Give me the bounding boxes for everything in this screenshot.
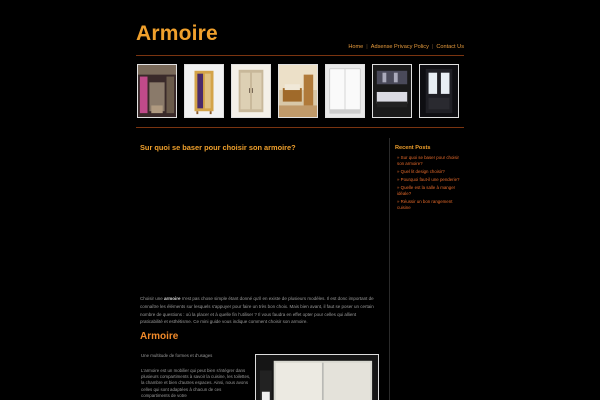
recent-post-link[interactable]: Quelle est la salle à manger idéale? [397, 185, 456, 196]
white-wardrobe-photo[interactable] [325, 64, 365, 118]
walk-in-closet-photo[interactable] [137, 64, 177, 118]
armoire-photo[interactable] [184, 64, 224, 118]
section-subtitle: Une multitude de formes et d'usages [141, 353, 213, 358]
wooden-wardrobe-photo[interactable] [231, 64, 271, 118]
image-gallery [137, 64, 459, 118]
post-body-start: Choisir une [140, 296, 165, 301]
recent-post-link[interactable]: Réussir un bon rangement cuisine [397, 198, 453, 210]
bedroom-photo[interactable] [278, 64, 318, 118]
nav-separator: | [366, 44, 368, 50]
recent-posts-list [395, 155, 464, 210]
site-title[interactable]: Armoire [136, 22, 218, 45]
nav-contact-link[interactable]: Contact Us [436, 44, 464, 50]
section-title: Armoire [140, 331, 179, 342]
recent-post-item[interactable] [395, 155, 464, 166]
wardrobe-image [255, 354, 379, 400]
recent-post-link[interactable]: Quel lit design choisir? [400, 168, 445, 174]
post-body [140, 295, 380, 326]
bullet-icon: » [397, 168, 401, 174]
recent-post-item[interactable] [395, 169, 464, 175]
recent-post-item[interactable] [395, 177, 464, 183]
sidebar [389, 138, 464, 400]
nav-separator: | [431, 44, 434, 50]
post-body-bold: armoire [164, 296, 181, 301]
post-body-rest: n'est pas chose simple étant donné qu'il en existe de plusieurs modèles. Il est donc important de connaître les éléments sur lesquels s'appuyer pour faire un très bon choix. Mais bien avant, il faut se poser un certain nombre de questions : où la placer et à quelle fin l'utiliser ? Il vous faudra en effet opter pour celles qui allient praticabilité et esthétisme. Ce mini guide vous indique comment choisir son armoire. [140, 296, 374, 325]
bullet-icon: » [397, 198, 401, 204]
nav-home-link[interactable]: Home [348, 44, 364, 50]
main-content [140, 143, 380, 398]
dark-bedroom-photo[interactable] [372, 64, 412, 118]
recent-post-item[interactable] [395, 185, 464, 196]
nav-privacy-link[interactable]: Adsense Privacy Policy [370, 44, 429, 50]
header-divider [136, 55, 464, 56]
bullet-icon: » [397, 155, 401, 160]
bullet-icon: » [397, 185, 401, 191]
recent-post-link[interactable]: Sur quoi se baser pour choisir son armoire? [397, 155, 460, 166]
section-paragraph: L'armoire est un mobilier qui peut bien s'intégrer dans plusieurs compartiments à savoir la cuisine, les toilettes, la chambre et bien d'autres espaces. Ainsi, nous avons celles qui sont adaptées à chacun de ces compartiments de votre [141, 368, 251, 398]
top-navigation [348, 44, 464, 50]
recent-post-item[interactable] [395, 199, 464, 210]
recent-post-link[interactable]: Pourquoi faut-il une penderie? [400, 176, 460, 182]
post-title[interactable]: Sur quoi se baser pour choisir son armoire? [140, 143, 296, 152]
mirror-wardrobe-photo[interactable] [419, 64, 459, 118]
sidebar-heading: Recent Posts [395, 145, 431, 151]
bullet-icon: » [397, 176, 401, 182]
gallery-divider [136, 127, 464, 128]
